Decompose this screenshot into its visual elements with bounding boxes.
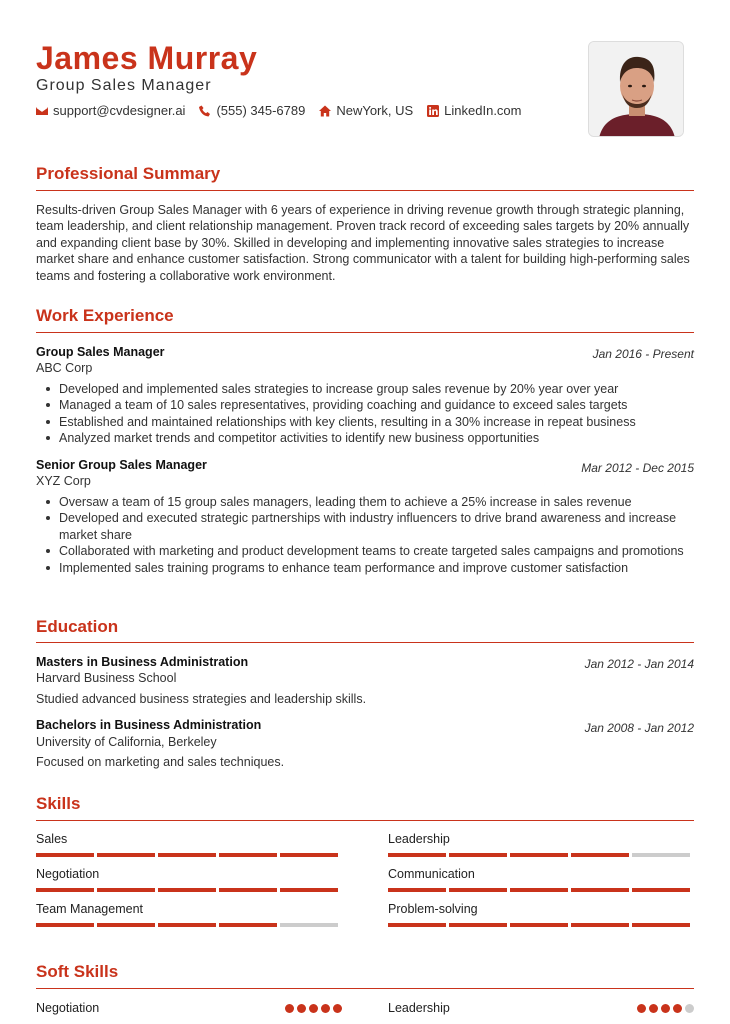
location-text: NewYork, US bbox=[336, 103, 414, 118]
soft-skill-name: Negotiation bbox=[36, 1001, 100, 1015]
job-bullet: Implemented sales training programs to enhance team performance and improve customer satisfaction bbox=[36, 560, 694, 576]
experience-heading: Work Experience bbox=[36, 306, 174, 325]
skill-bar-segment bbox=[510, 853, 568, 857]
skill-bar-segment bbox=[571, 888, 629, 892]
skill-bar bbox=[36, 888, 342, 892]
rating-dot bbox=[661, 1004, 670, 1013]
degree-title: Bachelors in Business Administration bbox=[36, 718, 262, 732]
skill-bar-segment bbox=[632, 853, 690, 857]
skill-item bbox=[36, 831, 342, 857]
envelope-icon bbox=[36, 105, 48, 117]
soft-skills-heading: Soft Skills bbox=[36, 962, 119, 981]
contact-phone[interactable] bbox=[199, 103, 305, 119]
skill-bar-segment bbox=[280, 888, 338, 892]
job-bullet: Collaborated with marketing and product development teams to create targeted sales campaigns and promotions bbox=[36, 543, 694, 559]
job-bullet: Established and maintained relationships with key clients, resulting in a 30% increase in repeat business bbox=[36, 414, 694, 430]
contact-linkedin[interactable] bbox=[427, 103, 521, 119]
skill-bar-segment bbox=[571, 853, 629, 857]
skill-item bbox=[388, 831, 694, 857]
skill-bar-segment bbox=[219, 923, 277, 927]
linkedin-icon bbox=[427, 105, 439, 117]
degree-description: Focused on marketing and sales techniques. bbox=[36, 755, 285, 769]
resume-page bbox=[36, 0, 694, 1024]
job-bullet: Developed and implemented sales strategies to increase group sales revenue by 20% year over year bbox=[36, 381, 694, 397]
linkedin-text: LinkedIn.com bbox=[444, 103, 522, 118]
avatar-portrait bbox=[589, 42, 684, 137]
degree-title: Masters in Business Administration bbox=[36, 655, 249, 669]
school-name: University of California, Berkeley bbox=[36, 735, 217, 749]
summary-divider bbox=[36, 190, 694, 191]
skill-name: Sales bbox=[36, 832, 68, 846]
skill-bar-segment bbox=[158, 888, 216, 892]
rating-dot bbox=[285, 1004, 294, 1013]
skill-item bbox=[36, 866, 342, 892]
skill-bar-segment bbox=[36, 853, 94, 857]
skill-bar bbox=[36, 853, 342, 857]
skill-bar-segment bbox=[510, 923, 568, 927]
phone-text: (555) 345-6789 bbox=[216, 103, 306, 118]
skill-bar-segment bbox=[158, 853, 216, 857]
degree-dates: Jan 2008 - Jan 2012 bbox=[584, 721, 694, 735]
skill-name: Team Management bbox=[36, 902, 144, 916]
phone-icon bbox=[199, 105, 211, 117]
job-bullets bbox=[36, 494, 694, 576]
rating-dot bbox=[333, 1004, 342, 1013]
education-divider bbox=[36, 642, 694, 643]
email-text: support@cvdesigner.ai bbox=[53, 103, 186, 118]
job-title: Group Sales Manager bbox=[36, 345, 165, 359]
home-icon bbox=[319, 105, 331, 117]
rating-dot bbox=[297, 1004, 306, 1013]
job-bullet: Managed a team of 10 sales representatives, providing coaching and guidance to exceed sales targets bbox=[36, 397, 694, 413]
soft-skill-rating bbox=[634, 1004, 694, 1013]
skill-name: Problem-solving bbox=[388, 902, 478, 916]
skill-bar-segment bbox=[388, 853, 446, 857]
skills-heading: Skills bbox=[36, 794, 81, 813]
skill-bar-segment bbox=[158, 923, 216, 927]
rating-dot bbox=[309, 1004, 318, 1013]
job-company: XYZ Corp bbox=[36, 474, 91, 488]
skill-bar-segment bbox=[219, 853, 277, 857]
job-dates: Jan 2016 - Present bbox=[592, 347, 694, 361]
skill-item bbox=[388, 866, 694, 892]
skill-item bbox=[36, 901, 342, 927]
skill-bar-segment bbox=[449, 888, 507, 892]
job-title: Senior Group Sales Manager bbox=[36, 458, 207, 472]
rating-dot bbox=[649, 1004, 658, 1013]
soft-skill-item bbox=[388, 1000, 694, 1016]
soft-skill-rating bbox=[282, 1004, 342, 1013]
job-bullet: Analyzed market trends and competitor activities to identify new business opportunities bbox=[36, 430, 694, 446]
job-dates: Mar 2012 - Dec 2015 bbox=[581, 461, 694, 475]
rating-dot bbox=[673, 1004, 682, 1013]
soft-skill-name: Leadership bbox=[388, 1001, 450, 1015]
job-company: ABC Corp bbox=[36, 361, 93, 375]
skill-bar-segment bbox=[632, 888, 690, 892]
skill-bar-segment bbox=[36, 888, 94, 892]
skill-name: Communication bbox=[388, 867, 475, 881]
rating-dot bbox=[321, 1004, 330, 1013]
contact-email[interactable] bbox=[36, 103, 185, 119]
experience-divider bbox=[36, 332, 694, 333]
job-bullet: Developed and executed strategic partnerships with industry influencers to drive brand awareness and increase market share bbox=[36, 510, 694, 543]
candidate-name: James Murray bbox=[36, 40, 258, 76]
skill-bar-segment bbox=[97, 888, 155, 892]
skill-bar-segment bbox=[280, 853, 338, 857]
skill-bar bbox=[388, 923, 694, 927]
skill-bar-segment bbox=[388, 888, 446, 892]
degree-description: Studied advanced business strategies and leadership skills. bbox=[36, 692, 367, 706]
skill-bar-segment bbox=[97, 853, 155, 857]
rating-dot bbox=[637, 1004, 646, 1013]
job-bullet: Oversaw a team of 15 group sales managers, leading them to achieve a 25% increase in sales revenue bbox=[36, 494, 694, 510]
education-heading: Education bbox=[36, 617, 119, 636]
skills-divider bbox=[36, 820, 694, 821]
skill-bar bbox=[36, 923, 342, 927]
rating-dot bbox=[685, 1004, 694, 1013]
degree-dates: Jan 2012 - Jan 2014 bbox=[584, 657, 694, 671]
job-bullets bbox=[36, 381, 694, 447]
skill-bar-segment bbox=[36, 923, 94, 927]
skill-bar-segment bbox=[449, 923, 507, 927]
profile-photo bbox=[588, 41, 684, 137]
skill-bar-segment bbox=[219, 888, 277, 892]
skill-bar bbox=[388, 853, 694, 857]
skill-bar-segment bbox=[632, 923, 690, 927]
candidate-title: Group Sales Manager bbox=[36, 77, 212, 94]
skill-bar bbox=[388, 888, 694, 892]
contact-row bbox=[36, 103, 536, 119]
contact-location bbox=[319, 103, 413, 119]
skill-name: Negotiation bbox=[36, 867, 100, 881]
summary-heading: Professional Summary bbox=[36, 164, 221, 183]
school-name: Harvard Business School bbox=[36, 671, 177, 685]
skill-bar-segment bbox=[97, 923, 155, 927]
skill-item bbox=[388, 901, 694, 927]
summary-text: Results-driven Group Sales Manager with 6 years of experience in driving revenue growth through strategic planning, team leadership, and client relationship management. Proven track record of exceeding sales targets by 20% annually and expanding client base by 30%. Skilled in developing and implementing innovative sales strategies to increase market share and enhance customer satisfaction. Strong communicator with a talent for building high-performing sales teams and fostering a collaborative work environment. bbox=[36, 203, 690, 283]
skill-bar-segment bbox=[388, 923, 446, 927]
skill-bar-segment bbox=[510, 888, 568, 892]
skill-bar-segment bbox=[571, 923, 629, 927]
skill-bar-segment bbox=[449, 853, 507, 857]
skill-name: Leadership bbox=[388, 832, 450, 846]
soft-skills-divider bbox=[36, 988, 694, 989]
skill-bar-segment bbox=[280, 923, 338, 927]
soft-skill-item bbox=[36, 1000, 342, 1016]
